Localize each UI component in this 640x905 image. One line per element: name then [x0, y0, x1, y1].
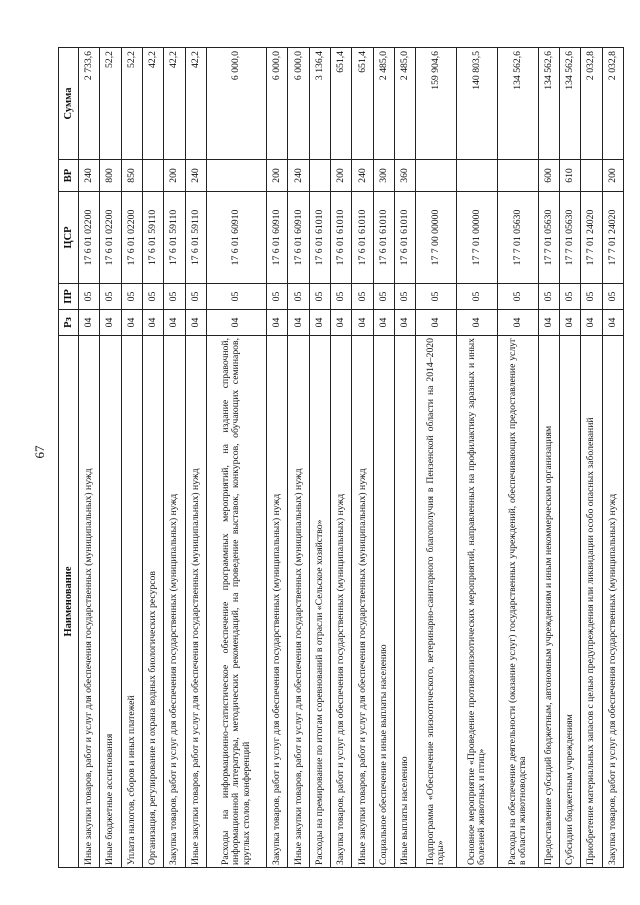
page-number: 67: [32, 445, 47, 459]
row-csr-cell: 17 6 01 60910: [267, 192, 288, 284]
row-rz-cell: 04: [538, 310, 559, 336]
row-vr-cell: 240: [185, 160, 206, 192]
row-pr-cell: 05: [206, 284, 266, 310]
row-sum-cell: 134 562,6: [559, 48, 580, 160]
row-vr-cell: 850: [121, 160, 142, 192]
row-csr-cell: 17 7 01 05630: [559, 192, 580, 284]
row-pr-cell: 05: [185, 284, 206, 310]
table-row: [331, 48, 352, 868]
row-name-cell: Закупка товаров, работ и услуг для обеспечения государственных (муниципальных) нужд: [331, 336, 352, 868]
row-rz-cell: 04: [309, 310, 330, 336]
row-vr-cell: 240: [352, 160, 373, 192]
row-rz-cell: 04: [602, 310, 623, 336]
row-name-cell: Основное мероприятие «Проведение противоэпизоотических мероприятий, направленных на профилактику заразных и иных болезней животных и птиц»: [457, 336, 498, 868]
row-pr-cell: 05: [373, 284, 394, 310]
row-pr-cell: 05: [288, 284, 309, 310]
row-sum-cell: 140 803,5: [457, 48, 498, 160]
row-rz-cell: 04: [121, 310, 142, 336]
row-rz-cell: 04: [497, 310, 538, 336]
row-vr-cell: [142, 160, 163, 192]
row-rz-cell: 04: [100, 310, 121, 336]
row-pr-cell: 05: [331, 284, 352, 310]
table-row: [206, 48, 266, 868]
row-vr-cell: [497, 160, 538, 192]
row-vr-cell: [206, 160, 266, 192]
table-row: [185, 48, 206, 868]
row-sum-cell: 42,2: [185, 48, 206, 160]
row-sum-cell: 52,2: [100, 48, 121, 160]
table-row: [100, 48, 121, 868]
row-pr-cell: 05: [395, 284, 416, 310]
row-pr-cell: 05: [121, 284, 142, 310]
table-row: [121, 48, 142, 868]
table-row: [538, 48, 559, 868]
row-vr-cell: 200: [164, 160, 185, 192]
row-vr-cell: 610: [559, 160, 580, 192]
row-vr-cell: 360: [395, 160, 416, 192]
row-name-cell: Закупка товаров, работ и услуг для обеспечения государственных (муниципальных) нужд: [267, 336, 288, 868]
budget-table: [58, 47, 624, 868]
row-pr-cell: 05: [559, 284, 580, 310]
row-csr-cell: 17 7 01 05630: [497, 192, 538, 284]
row-pr-cell: 05: [416, 284, 457, 310]
row-sum-cell: 6 000,0: [288, 48, 309, 160]
row-sum-cell: 42,2: [164, 48, 185, 160]
row-csr-cell: 17 6 01 02200: [79, 192, 100, 284]
row-csr-cell: 17 7 01 00000: [457, 192, 498, 284]
row-name-cell: Подпрограмма «Обеспечение эпизоотического, ветеринарно-санитарного благополучия в Пензенской области на 2014–2020 годы»: [416, 336, 457, 868]
row-vr-cell: 600: [538, 160, 559, 192]
row-pr-cell: 05: [79, 284, 100, 310]
row-csr-cell: 17 7 01 05630: [538, 192, 559, 284]
table-header-row: [59, 48, 79, 868]
row-sum-cell: 134 562,6: [538, 48, 559, 160]
row-sum-cell: 6 000,0: [267, 48, 288, 160]
row-pr-cell: 05: [497, 284, 538, 310]
table-row: [395, 48, 416, 868]
header-csr: ЦСР: [59, 192, 79, 284]
row-rz-cell: 04: [142, 310, 163, 336]
row-pr-cell: 05: [352, 284, 373, 310]
header-pr: ПР: [59, 284, 79, 310]
header-name: Наименование: [59, 336, 79, 868]
table-row: [602, 48, 623, 868]
row-csr-cell: 17 7 01 24020: [581, 192, 602, 284]
row-name-cell: Расходы на информационно-статистическое обеспечение программных мероприятий, на издание справочной, информационной литературы, методических рекомендаций, на проведение выставок, конкурсов, обучающих семинаров, круглых столов, конференций: [206, 336, 266, 868]
row-rz-cell: 04: [352, 310, 373, 336]
row-sum-cell: 2 032,8: [581, 48, 602, 160]
row-vr-cell: 240: [79, 160, 100, 192]
row-name-cell: Уплата налогов, сборов и иных платежей: [121, 336, 142, 868]
row-pr-cell: 05: [100, 284, 121, 310]
row-vr-cell: [309, 160, 330, 192]
row-csr-cell: 17 6 01 60910: [206, 192, 266, 284]
row-name-cell: Иные закупки товаров, работ и услуг для обеспечения государственных (муниципальных) нужд: [288, 336, 309, 868]
row-rz-cell: 04: [581, 310, 602, 336]
row-sum-cell: 42,2: [142, 48, 163, 160]
table-row: [416, 48, 457, 868]
row-name-cell: Расходы на обеспечение деятельности (оказание услуг) государственных учреждений, обеспечивающих предоставление услуг в области животноводства: [497, 336, 538, 868]
row-csr-cell: 17 6 01 59110: [185, 192, 206, 284]
row-rz-cell: 04: [457, 310, 498, 336]
row-rz-cell: 04: [395, 310, 416, 336]
table-row: [79, 48, 100, 868]
row-name-cell: Социальное обеспечение и иные выплаты населению: [373, 336, 394, 868]
row-name-cell: Иные бюджетные ассигнования: [100, 336, 121, 868]
row-vr-cell: 200: [267, 160, 288, 192]
row-rz-cell: 04: [288, 310, 309, 336]
row-vr-cell: [416, 160, 457, 192]
row-pr-cell: 05: [602, 284, 623, 310]
table-row: [559, 48, 580, 868]
row-name-cell: Иные закупки товаров, работ и услуг для обеспечения государственных (муниципальных) нужд: [79, 336, 100, 868]
row-sum-cell: 2 032,8: [602, 48, 623, 160]
row-sum-cell: 134 562,6: [497, 48, 538, 160]
row-vr-cell: 300: [373, 160, 394, 192]
table-row: [457, 48, 498, 868]
row-name-cell: Субсидии бюджетным учреждениям: [559, 336, 580, 868]
row-name-cell: Предоставление субсидий бюджетным, автономным учреждениям и иным некоммерческим организациям: [538, 336, 559, 868]
row-sum-cell: 3 136,4: [309, 48, 330, 160]
table-row: [352, 48, 373, 868]
table-body: [79, 48, 624, 868]
row-csr-cell: 17 6 01 02200: [121, 192, 142, 284]
row-sum-cell: 52,2: [121, 48, 142, 160]
row-name-cell: Приобретение материальных запасов с целью предупреждения или ликвидации особо опасных заболеваний: [581, 336, 602, 868]
table-row: [581, 48, 602, 868]
budget-table-page: [58, 48, 624, 868]
table-row: [497, 48, 538, 868]
row-csr-cell: 17 6 01 02200: [100, 192, 121, 284]
row-csr-cell: 17 7 00 00000: [416, 192, 457, 284]
row-csr-cell: 17 6 01 59110: [142, 192, 163, 284]
row-csr-cell: 17 6 01 61010: [373, 192, 394, 284]
table-row: [267, 48, 288, 868]
row-sum-cell: 159 904,6: [416, 48, 457, 160]
row-rz-cell: 04: [267, 310, 288, 336]
row-name-cell: Закупка товаров, работ и услуг для обеспечения государственных (муниципальных) нужд: [602, 336, 623, 868]
row-csr-cell: 17 6 01 60910: [288, 192, 309, 284]
row-pr-cell: 05: [142, 284, 163, 310]
row-rz-cell: 04: [164, 310, 185, 336]
row-name-cell: Организация, регулирование и охрана водных биологических ресурсов: [142, 336, 163, 868]
row-vr-cell: 240: [288, 160, 309, 192]
row-sum-cell: 2 485,0: [395, 48, 416, 160]
row-sum-cell: 651,4: [352, 48, 373, 160]
row-vr-cell: 200: [331, 160, 352, 192]
row-vr-cell: 800: [100, 160, 121, 192]
row-name-cell: Расходы на премирование по итогам соревнований в отрасли «Сельское хозяйство»: [309, 336, 330, 868]
row-pr-cell: 05: [457, 284, 498, 310]
row-pr-cell: 05: [581, 284, 602, 310]
table-row: [164, 48, 185, 868]
row-csr-cell: 17 6 01 61010: [395, 192, 416, 284]
row-name-cell: Иные закупки товаров, работ и услуг для обеспечения государственных (муниципальных) нужд: [185, 336, 206, 868]
row-rz-cell: 04: [373, 310, 394, 336]
row-rz-cell: 04: [559, 310, 580, 336]
row-csr-cell: 17 6 01 61010: [331, 192, 352, 284]
row-csr-cell: 17 6 01 59110: [164, 192, 185, 284]
row-rz-cell: 04: [206, 310, 266, 336]
row-rz-cell: 04: [185, 310, 206, 336]
row-name-cell: Закупка товаров, работ и услуг для обеспечения государственных (муниципальных) нужд: [164, 336, 185, 868]
header-sum: Сумма: [59, 48, 79, 160]
row-vr-cell: 200: [602, 160, 623, 192]
row-pr-cell: 05: [267, 284, 288, 310]
row-name-cell: Иные закупки товаров, работ и услуг для обеспечения государственных (муниципальных) нужд: [352, 336, 373, 868]
row-sum-cell: 2 733,6: [79, 48, 100, 160]
row-pr-cell: 05: [164, 284, 185, 310]
table-row: [309, 48, 330, 868]
row-rz-cell: 04: [79, 310, 100, 336]
table-row: [373, 48, 394, 868]
row-pr-cell: 05: [309, 284, 330, 310]
row-csr-cell: 17 6 01 61010: [352, 192, 373, 284]
row-sum-cell: 651,4: [331, 48, 352, 160]
header-rz: Рз: [59, 310, 79, 336]
table-row: [142, 48, 163, 868]
row-sum-cell: 6 000,0: [206, 48, 266, 160]
row-sum-cell: 2 485,0: [373, 48, 394, 160]
row-name-cell: Иные выплаты населению: [395, 336, 416, 868]
row-csr-cell: 17 6 01 61010: [309, 192, 330, 284]
row-rz-cell: 04: [416, 310, 457, 336]
table-row: [288, 48, 309, 868]
row-csr-cell: 17 7 01 24020: [602, 192, 623, 284]
row-rz-cell: 04: [331, 310, 352, 336]
header-vr: ВР: [59, 160, 79, 192]
row-vr-cell: [581, 160, 602, 192]
row-vr-cell: [457, 160, 498, 192]
row-pr-cell: 05: [538, 284, 559, 310]
